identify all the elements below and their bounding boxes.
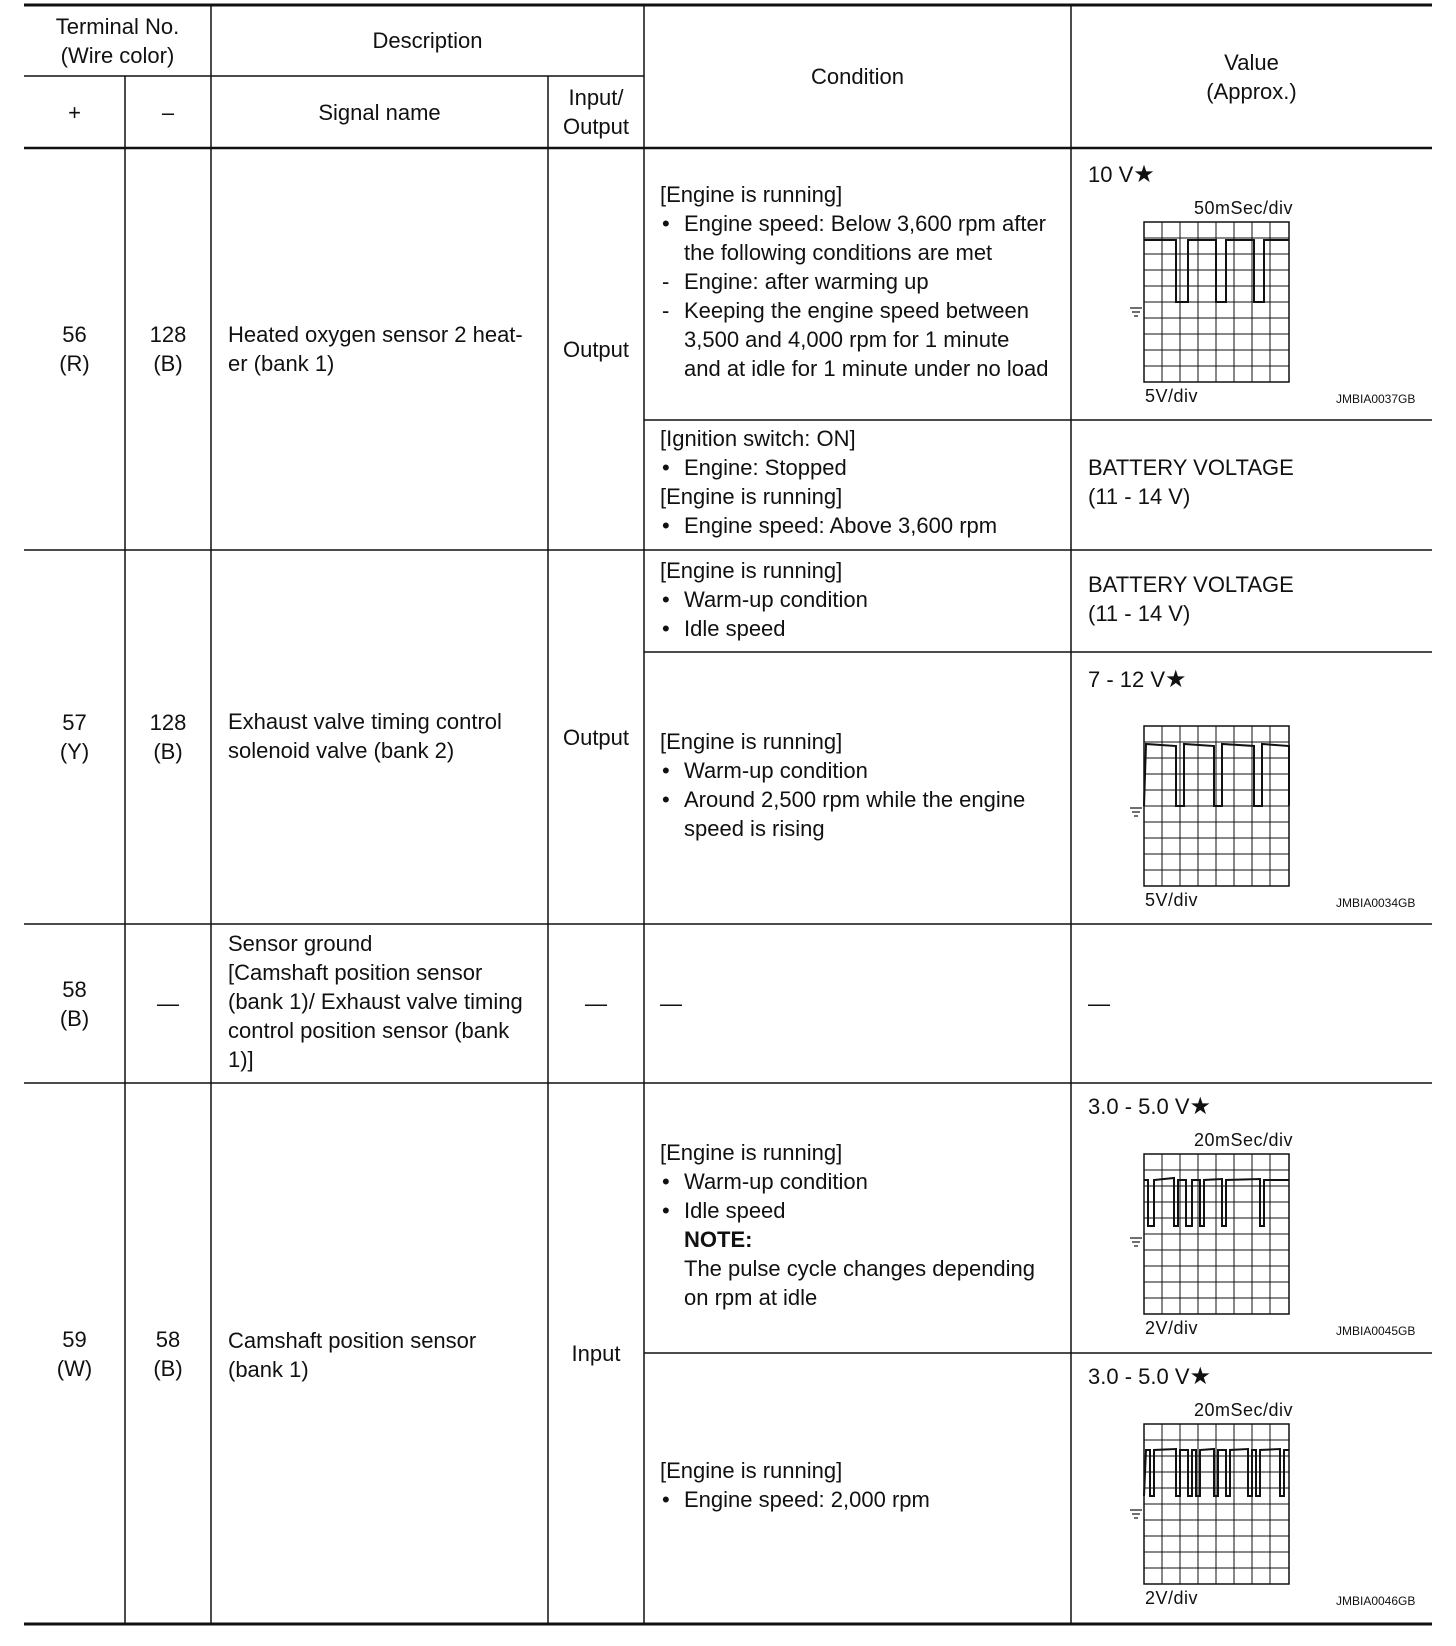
value-label-57-b: 7 - 12 V★ xyxy=(1088,666,1187,693)
oscilloscope-57-b xyxy=(1130,720,1300,892)
oscilloscope-59-a xyxy=(1130,1148,1300,1320)
terminal-minus-59: 58 (B) xyxy=(153,1326,183,1381)
volt-div-57-b: 5V/div xyxy=(1145,890,1199,910)
star-icon: ★ xyxy=(1133,161,1155,188)
header-signal-name: Signal name xyxy=(318,99,441,125)
header-description: Description xyxy=(372,28,483,53)
terminal-minus-58: — xyxy=(157,991,179,1016)
io-59: Input xyxy=(571,1341,621,1366)
signal-name-57: Exhaust valve timing control solenoid valve (bank 2) xyxy=(228,709,502,763)
header-plus: + xyxy=(68,99,81,125)
io-56: Output xyxy=(562,336,630,362)
header-value: Value (Approx.) xyxy=(1206,49,1297,104)
value-label-59-b: 3.0 - 5.0 V★ xyxy=(1088,1363,1212,1390)
time-div-59-b: 20mSec/div xyxy=(1194,1400,1294,1420)
volt-div-56-a: 5V/div xyxy=(1145,386,1199,406)
value-56-b: BATTERY VOLTAGE (11 - 14 V) xyxy=(1088,455,1294,509)
star-icon: ★ xyxy=(1189,1093,1212,1120)
terminal-plus-58: 58 (B) xyxy=(59,976,90,1031)
figure-id-56-a: JMBIA0037GB xyxy=(1336,392,1416,406)
condition-57-b: [Engine is running] • Warm-up condition • Around 2,500 rpm while the engine speed is rising xyxy=(660,727,1025,843)
condition-59-b: [Engine is running] • Engine speed: 2,000 rpm xyxy=(660,1456,930,1514)
value-label-59-a: 3.0 - 5.0 V★ xyxy=(1088,1093,1212,1120)
value-58: — xyxy=(1088,991,1110,1016)
value-57-a: BATTERY VOLTAGE (11 - 14 V) xyxy=(1088,572,1294,626)
oscilloscope-59-b xyxy=(1130,1418,1300,1590)
header-terminal-no: Terminal No. (Wire color) xyxy=(55,13,180,68)
signal-name-56: Heated oxygen sensor 2 heat- er (bank 1) xyxy=(228,322,523,376)
figure-id-59-a: JMBIA0045GB xyxy=(1336,1324,1416,1338)
time-div-56-a: 50mSec/div xyxy=(1194,198,1294,218)
header-input-output: Input/ Output xyxy=(562,85,630,139)
terminal-minus-57: 128 (B) xyxy=(149,710,187,764)
terminal-plus-59: 59 (W) xyxy=(56,1326,93,1381)
figure-id-57-b: JMBIA0034GB xyxy=(1336,896,1416,910)
volt-div-59-b: 2V/div xyxy=(1145,1588,1199,1608)
terminal-minus-56: 128 (B) xyxy=(149,322,187,376)
time-div-59-a: 20mSec/div xyxy=(1194,1130,1294,1150)
terminal-plus-57: 57 (Y) xyxy=(59,710,90,764)
io-57: Output xyxy=(562,724,630,750)
star-icon: ★ xyxy=(1189,1363,1212,1390)
condition-56-a: [Engine is running] • Engine speed: Below 3,600 rpm after the following conditions are met - Engine: after warming up - Keeping the engine speed between 3,500 and 4,000 rpm for 1 minute and at idle for 1 minute under no load xyxy=(660,180,1048,383)
header-minus: – xyxy=(161,99,175,125)
figure-id-59-b: JMBIA0046GB xyxy=(1336,1594,1416,1608)
oscilloscope-56-a xyxy=(1130,216,1300,388)
volt-div-59-a: 2V/div xyxy=(1145,1318,1199,1338)
condition-57-a: [Engine is running] • Warm-up condition • Idle speed xyxy=(660,556,868,643)
io-58: — xyxy=(585,991,607,1016)
terminal-plus-56: 56 (R) xyxy=(59,322,90,376)
header-condition: Condition xyxy=(811,64,904,89)
condition-59-a: [Engine is running] • Warm-up condition • Idle speed NOTE: The pulse cycle changes depending on rpm at idle xyxy=(660,1138,1035,1312)
star-icon: ★ xyxy=(1165,666,1187,693)
value-label-56-a: 10 V★ xyxy=(1088,161,1155,188)
condition-56-b: [Ignition switch: ON] • Engine: Stopped [Engine is running] • Engine speed: Above 3,600 rpm xyxy=(660,424,997,540)
signal-name-59: Camshaft position sensor (bank 1) xyxy=(228,1328,477,1382)
signal-name-58: Sensor ground [Camshaft position sensor (bank 1)/ Exhaust valve timing control position sensor (bank 1)] xyxy=(228,931,523,1072)
condition-58: — xyxy=(660,991,682,1016)
